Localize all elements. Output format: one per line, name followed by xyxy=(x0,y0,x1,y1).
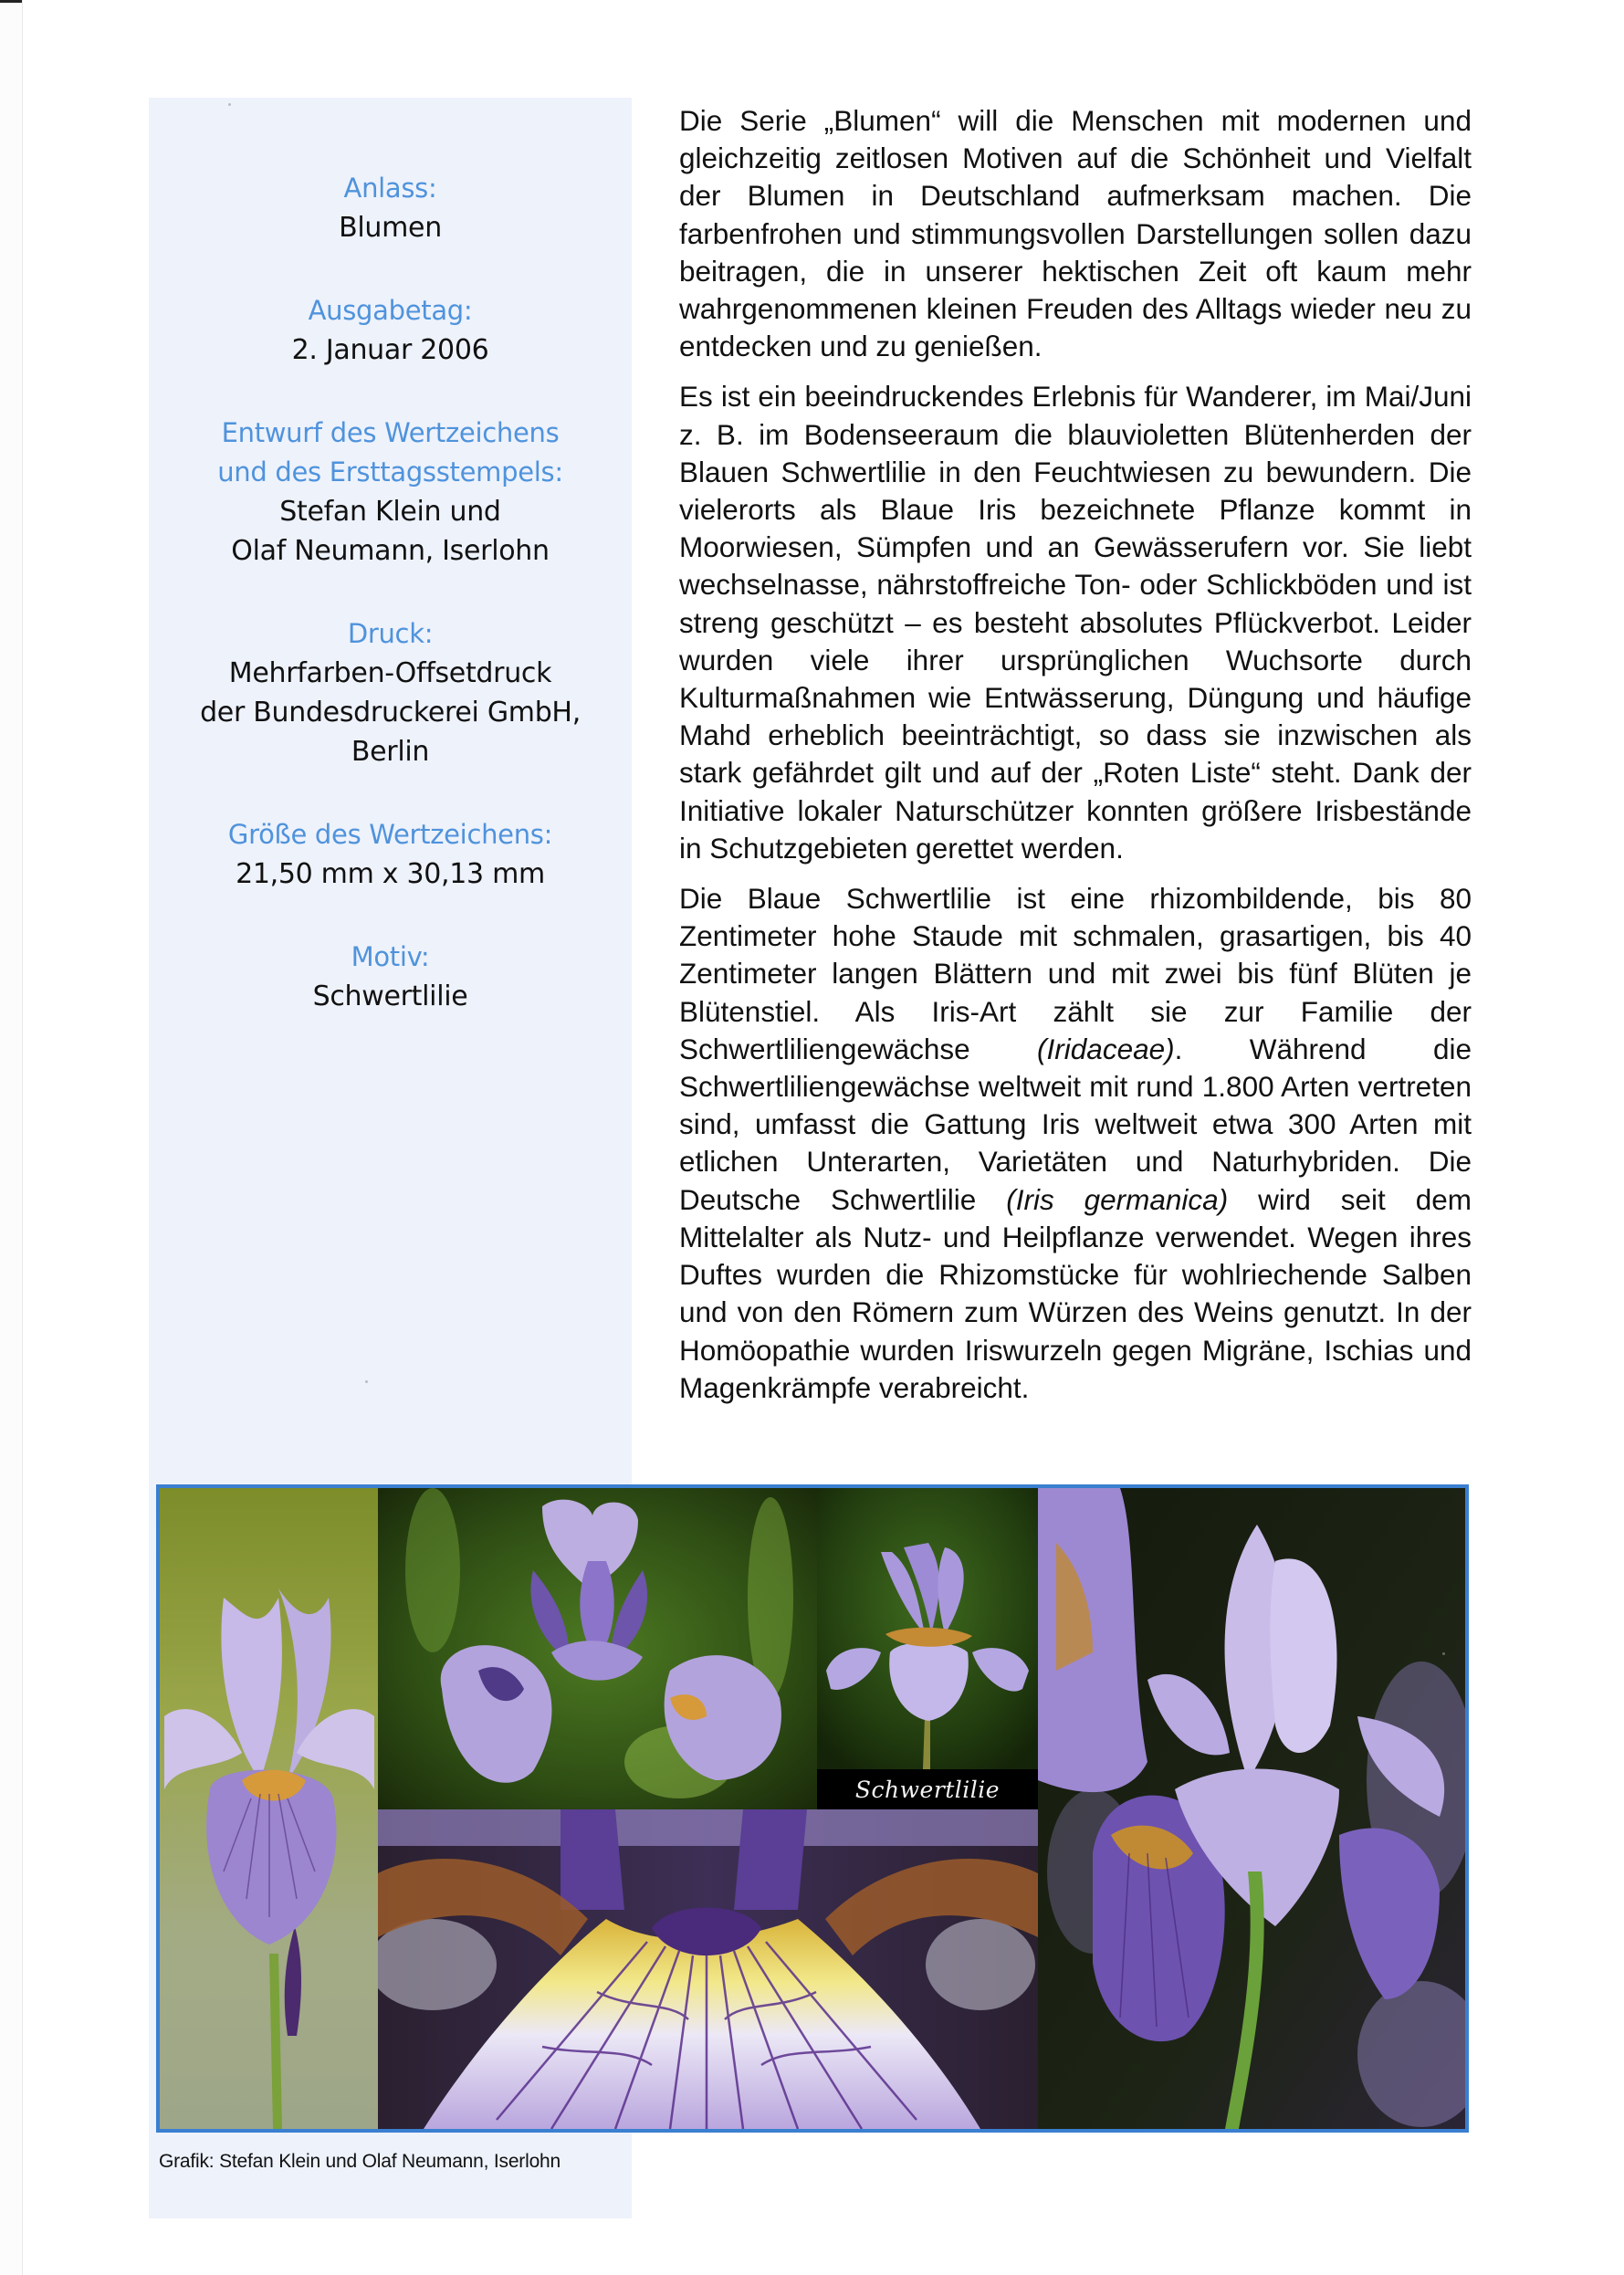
info-block-entwurf xyxy=(149,414,632,571)
info-label: Motiv: xyxy=(351,941,430,972)
info-label: Druck: xyxy=(347,618,434,649)
article-paragraph xyxy=(679,880,1472,1407)
info-block-groesse xyxy=(149,815,632,894)
scan-dust xyxy=(1442,1652,1445,1655)
article-body xyxy=(679,102,1472,1420)
scan-dust xyxy=(365,1380,368,1383)
graphics-credit: Grafik: Stefan Klein und Olaf Neumann, Iserlohn xyxy=(159,2151,561,2172)
article-paragraph xyxy=(679,102,1472,365)
photo-iris-tall-single xyxy=(160,1488,378,2129)
paragraph-text: Die Serie „Blumen“ will die Menschen mit modernen und gleichzeitig zeitlosen Motiven auf die Schönheit und Vielfalt der Blumen in Deutschland aufmerksam machen. Die farbenfrohen und stimmungsvollen Darstellungen sollen dazu beitragen, die in unserer hektischen Zeit oft kaum mehr wahrgenommenen kleinen Freuden des Alltags wieder neu zu entdecken und zu genießen. xyxy=(679,104,1472,363)
info-label: und des Ersttagsstempels: xyxy=(217,456,563,488)
latin-name: (Iridaceae) xyxy=(1037,1032,1175,1065)
info-block-anlass xyxy=(149,169,632,247)
info-label: Anlass: xyxy=(343,173,437,204)
info-value: Stefan Klein und xyxy=(279,496,501,528)
info-block-ausgabetag xyxy=(149,291,632,370)
photo-iris-open-bloom xyxy=(378,1488,817,1809)
info-value: Mehrfarben-Offsetdruck xyxy=(228,657,552,689)
info-label: Entwurf des Wertzeichens xyxy=(221,417,560,448)
info-block-druck xyxy=(149,614,632,771)
info-block-motiv xyxy=(149,938,632,1016)
iris-photo-collage xyxy=(156,1484,1469,2133)
info-value: Berlin xyxy=(351,736,430,768)
scan-corner-mark xyxy=(0,0,22,3)
latin-name: (Iris germanica) xyxy=(1006,1182,1229,1216)
info-value: Schwertlilie xyxy=(312,980,468,1012)
info-value: 21,50 mm x 30,13 mm xyxy=(236,858,545,890)
collage-caption-label: Schwertlilie xyxy=(817,1769,1038,1809)
paragraph-text: Die Blaue Schwertlilie ist eine rhizombildende, bis 80 Zentimeter hohe Staude mit schmalen, grasartigen, bis 40 Zentimeter langen Blättern und mit zwei bis fünf Blüten je Blütenstiel. Als Iris-Art zählt sie zur Familie der Schwertliliengewächse xyxy=(679,882,1472,1065)
info-value: 2. Januar 2006 xyxy=(291,334,489,366)
paragraph-text: wird seit dem Mittelalter als Nutz- und Heilpflanze verwendet. Wegen ihres Duftes wurden die Rhizomstücke für wohlriechende Salben und von den Römern zum Würzen des Weins genutzt. In der Homöopathie wurden Iriswurzeln gegen Migräne, Ischias und Magenkrämpfe verabreicht. xyxy=(679,1182,1472,1404)
info-label: Ausgabetag: xyxy=(308,295,473,326)
photo-iris-small-bloom xyxy=(817,1488,1038,1769)
paragraph-text: . Während die Schwertliliengewächse weltweit mit rund 1.800 Arten vertreten sind, umfasst die Gattung Iris weltweit etwa 300 Arten mit etlichen Unterarten, Varietäten und Naturhybriden. Die Deutsche Schwertlilie xyxy=(679,1032,1472,1216)
scan-edge xyxy=(0,0,23,2275)
scan-dust xyxy=(228,103,231,106)
info-label: Größe des Wertzeichens: xyxy=(227,819,553,850)
photo-iris-petal-closeup xyxy=(378,1809,1038,2129)
article-paragraph xyxy=(679,378,1472,867)
info-value: der Bundesdruckerei GmbH, xyxy=(200,697,581,729)
info-value: Olaf Neumann, Iserlohn xyxy=(231,535,550,567)
info-value: Blumen xyxy=(339,212,442,244)
paragraph-text: Es ist ein beeindruckendes Erlebnis für Wanderer, im Mai/Juni z. B. im Bodenseeraum die blauvioletten Blütenherden der Blauen Schwertlilie in den Feuchtwiesen zu bewundern. Die vielerorts als Blaue Iris bezeichnete Pflanze kommt in Moorwiesen, Sümpfen und an Gewässerufern vor. Sie liebt wechselnasse, nährstoffreiche Ton- oder Schlickböden und ist streng geschützt – es besteht absolutes Pflückverbot. Leider wurden viele ihrer ursprünglichen Wuchsorte durch Kulturmaßnahmen wie Entwässerung, Düngung und häufige Mahd erheblich beeinträchtigt, so dass sie inzwischen als stark gefährdet gilt und auf der „Roten Liste“ steht. Dank der Initiative lokaler Naturschützer konnten größere Irisbestände in Schutzgebieten gerettet werden. xyxy=(679,380,1472,865)
photo-iris-large-side xyxy=(1038,1488,1465,2129)
